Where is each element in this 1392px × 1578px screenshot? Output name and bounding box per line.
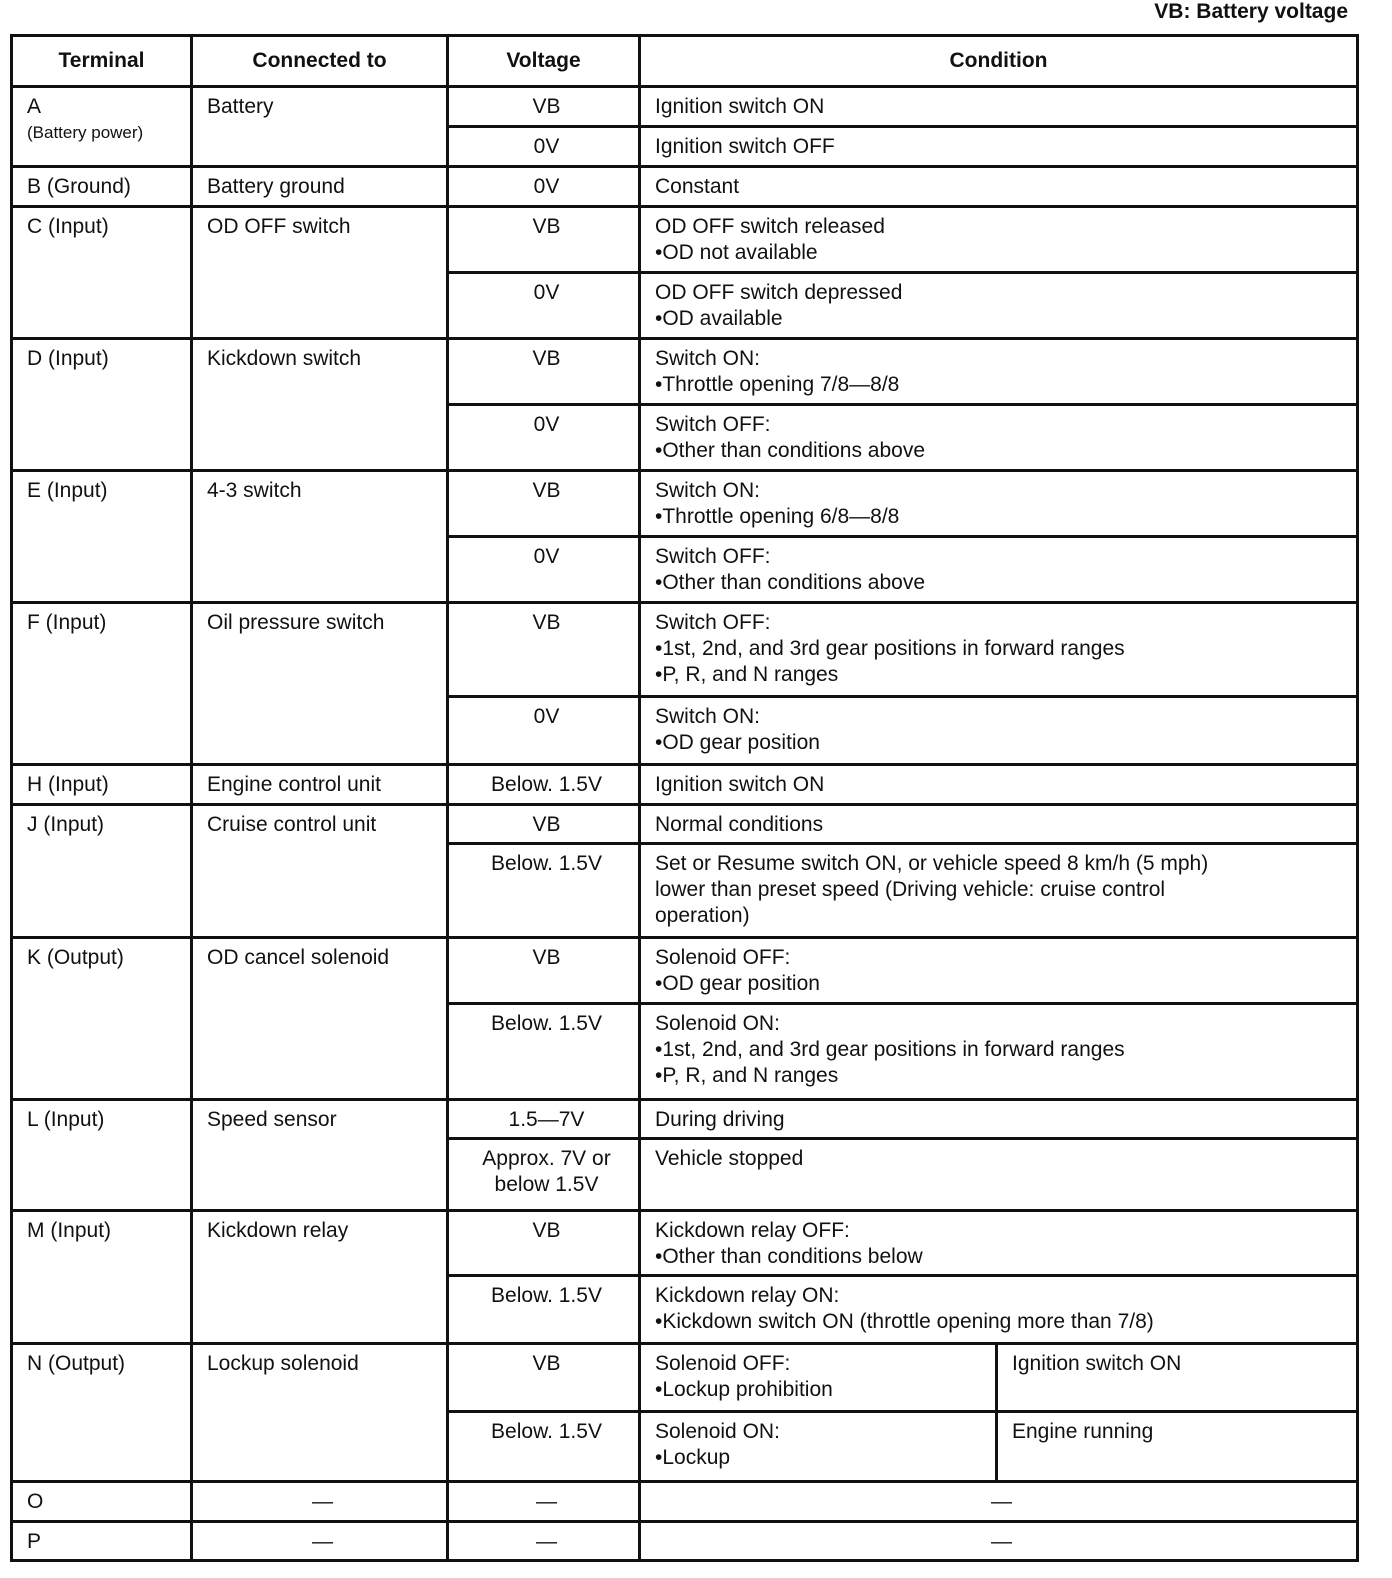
condition-line: Switch OFF: [655, 413, 771, 436]
table-row [12, 1482, 1358, 1522]
condition-cell [640, 1100, 1358, 1139]
voltage-cell: Below. 1.5V [448, 765, 640, 805]
connected-cell: Engine control unit [192, 765, 448, 805]
terminal-cell: K (Output) [12, 938, 192, 1100]
condition-cell [640, 1139, 1358, 1211]
condition-line: •Other than conditions below [655, 1245, 923, 1268]
connected-cell: Battery [192, 87, 448, 167]
voltage-cell: 0V [448, 167, 640, 207]
condition-line: lower than preset speed (Driving vehicle: cruise control [655, 878, 1166, 901]
voltage-cell: VB [448, 339, 640, 405]
voltage-cell: VB [448, 1344, 640, 1412]
voltage-cell: VB [448, 87, 640, 127]
terminal-cell: D (Input) [12, 339, 192, 471]
condition-line: •Kickdown switch ON (throttle opening more than 7/8) [655, 1310, 1154, 1333]
table-row [12, 1344, 1358, 1412]
terminal-cell: J (Input) [12, 805, 192, 938]
header-terminal: Terminal [12, 36, 192, 87]
condition-line: Solenoid ON: [655, 1420, 780, 1443]
condition-line: •Throttle opening 6/8—8/8 [655, 505, 900, 528]
table-row [12, 87, 1358, 127]
condition-line: Solenoid OFF: [655, 946, 791, 969]
condition-line: Ignition switch ON [655, 773, 825, 796]
condition-line: Ignition switch OFF [655, 135, 835, 158]
header-voltage: Voltage [448, 36, 640, 87]
condition-cell [640, 1276, 1358, 1344]
voltage-cell: VB [448, 938, 640, 1004]
terminal-voltage-table [10, 34, 1359, 1562]
condition-line: •P, R, and N ranges [655, 1064, 839, 1087]
voltage-cell: VB [448, 805, 640, 844]
connected-cell: 4-3 switch [192, 471, 448, 603]
terminal-cell: P [12, 1522, 192, 1561]
condition-cell [640, 127, 1358, 167]
condition-line: Solenoid ON: [655, 1012, 780, 1035]
condition-line: Kickdown relay ON: [655, 1284, 840, 1307]
condition-cell [640, 1344, 997, 1412]
voltage-cell: 0V [448, 127, 640, 167]
table-row [12, 603, 1358, 697]
condition-line: Constant [655, 175, 740, 198]
condition-cell [640, 765, 1358, 805]
header-connected-to: Connected to [192, 36, 448, 87]
terminal-cell: H (Input) [12, 765, 192, 805]
condition-line: •OD gear position [655, 972, 820, 995]
condition-cell [640, 1004, 1358, 1100]
condition-cell [640, 537, 1358, 603]
condition-cell [640, 273, 1358, 339]
condition-line: Switch OFF: [655, 545, 771, 568]
condition-line: During driving [655, 1108, 785, 1131]
condition-line: OD OFF switch depressed [655, 281, 903, 304]
condition-cell [640, 1211, 1358, 1276]
condition-line: •Lockup [655, 1446, 731, 1469]
table-row [12, 167, 1358, 207]
condition-cell [640, 471, 1358, 537]
voltage-cell: VB [448, 207, 640, 273]
terminal-cell: B (Ground) [12, 167, 192, 207]
connected-cell: OD OFF switch [192, 207, 448, 339]
connected-cell: Kickdown relay [192, 1211, 448, 1344]
condition-line: Switch OFF: [655, 611, 771, 634]
condition-line: •P, R, and N ranges [655, 663, 839, 686]
connected-cell: — [192, 1482, 448, 1522]
connected-cell: OD cancel solenoid [192, 938, 448, 1100]
voltage-cell: Below. 1.5V [448, 1276, 640, 1344]
voltage-cell: VB [448, 471, 640, 537]
terminal-cell: C (Input) [12, 207, 192, 339]
table-row [12, 1100, 1358, 1139]
condition-cell [640, 87, 1358, 127]
battery-voltage-note: VB: Battery voltage [1154, 0, 1348, 23]
condition-extra-cell: Engine running [997, 1412, 1358, 1482]
condition-cell [640, 697, 1358, 765]
terminal-cell: L (Input) [12, 1100, 192, 1211]
table-row [12, 938, 1358, 1004]
condition-cell [640, 339, 1358, 405]
condition-cell [640, 938, 1358, 1004]
voltage-cell: 0V [448, 697, 640, 765]
header-condition: Condition [640, 36, 1358, 87]
condition-line: OD OFF switch released [655, 215, 885, 238]
terminal-sub-label: (Battery power) [27, 123, 144, 142]
condition-line: •Other than conditions above [655, 571, 926, 594]
condition-line: operation) [655, 904, 750, 927]
condition-line: Vehicle stopped [655, 1147, 804, 1170]
voltage-cell: VB [448, 1211, 640, 1276]
terminal-cell: O [12, 1482, 192, 1522]
condition-cell [640, 844, 1358, 938]
voltage-cell: — [448, 1482, 640, 1522]
voltage-cell: 1.5—7V [448, 1100, 640, 1139]
condition-cell: — [640, 1482, 1358, 1522]
terminal-cell: M (Input) [12, 1211, 192, 1344]
condition-line: Switch ON: [655, 479, 761, 502]
table-row [12, 1211, 1358, 1276]
table-row [12, 805, 1358, 844]
condition-line: •1st, 2nd, and 3rd gear positions in forward ranges [655, 637, 1125, 660]
connected-cell: Kickdown switch [192, 339, 448, 471]
condition-line: Normal conditions [655, 813, 824, 836]
condition-line: Set or Resume switch ON, or vehicle speed 8 km/h (5 mph) [655, 852, 1209, 875]
condition-cell [640, 603, 1358, 697]
voltage-cell: Approx. 7V or below 1.5V [448, 1139, 640, 1211]
condition-cell [640, 207, 1358, 273]
condition-cell [640, 167, 1358, 207]
table-row [12, 1522, 1358, 1561]
condition-line: Solenoid OFF: [655, 1352, 791, 1375]
table-row [12, 339, 1358, 405]
condition-extra-cell: Ignition switch ON [997, 1344, 1358, 1412]
connected-cell: Battery ground [192, 167, 448, 207]
condition-line: •OD available [655, 307, 783, 330]
terminal-cell [12, 87, 192, 167]
voltage-cell: VB [448, 603, 640, 697]
condition-line: Switch ON: [655, 347, 761, 370]
condition-line: Switch ON: [655, 705, 761, 728]
condition-cell [640, 805, 1358, 844]
terminal-cell: N (Output) [12, 1344, 192, 1482]
voltage-cell: Below. 1.5V [448, 844, 640, 938]
condition-line: •Other than conditions above [655, 439, 926, 462]
voltage-cell: 0V [448, 405, 640, 471]
terminal-cell: E (Input) [12, 471, 192, 603]
condition-line: •Throttle opening 7/8—8/8 [655, 373, 900, 396]
connected-cell: Speed sensor [192, 1100, 448, 1211]
condition-cell [640, 405, 1358, 471]
table-row [12, 765, 1358, 805]
condition-line: Kickdown relay OFF: [655, 1219, 850, 1242]
voltage-cell: Below. 1.5V [448, 1004, 640, 1100]
connected-cell: Cruise control unit [192, 805, 448, 938]
condition-line: Ignition switch ON [655, 95, 825, 118]
voltage-cell: 0V [448, 273, 640, 339]
voltage-cell: 0V [448, 537, 640, 603]
connected-cell: Oil pressure switch [192, 603, 448, 765]
condition-line: •Lockup prohibition [655, 1378, 833, 1401]
condition-line: •OD gear position [655, 731, 820, 754]
terminal-label: A [27, 95, 42, 118]
condition-line: •OD not available [655, 241, 818, 264]
connected-cell: Lockup solenoid [192, 1344, 448, 1482]
condition-line: •1st, 2nd, and 3rd gear positions in forward ranges [655, 1038, 1125, 1061]
voltage-cell: — [448, 1522, 640, 1561]
terminal-cell: F (Input) [12, 603, 192, 765]
header-row [12, 36, 1358, 87]
table-row [12, 207, 1358, 273]
condition-cell [640, 1412, 997, 1482]
table-row [12, 471, 1358, 537]
condition-cell: — [640, 1522, 1358, 1561]
connected-cell: — [192, 1522, 448, 1561]
voltage-cell: Below. 1.5V [448, 1412, 640, 1482]
